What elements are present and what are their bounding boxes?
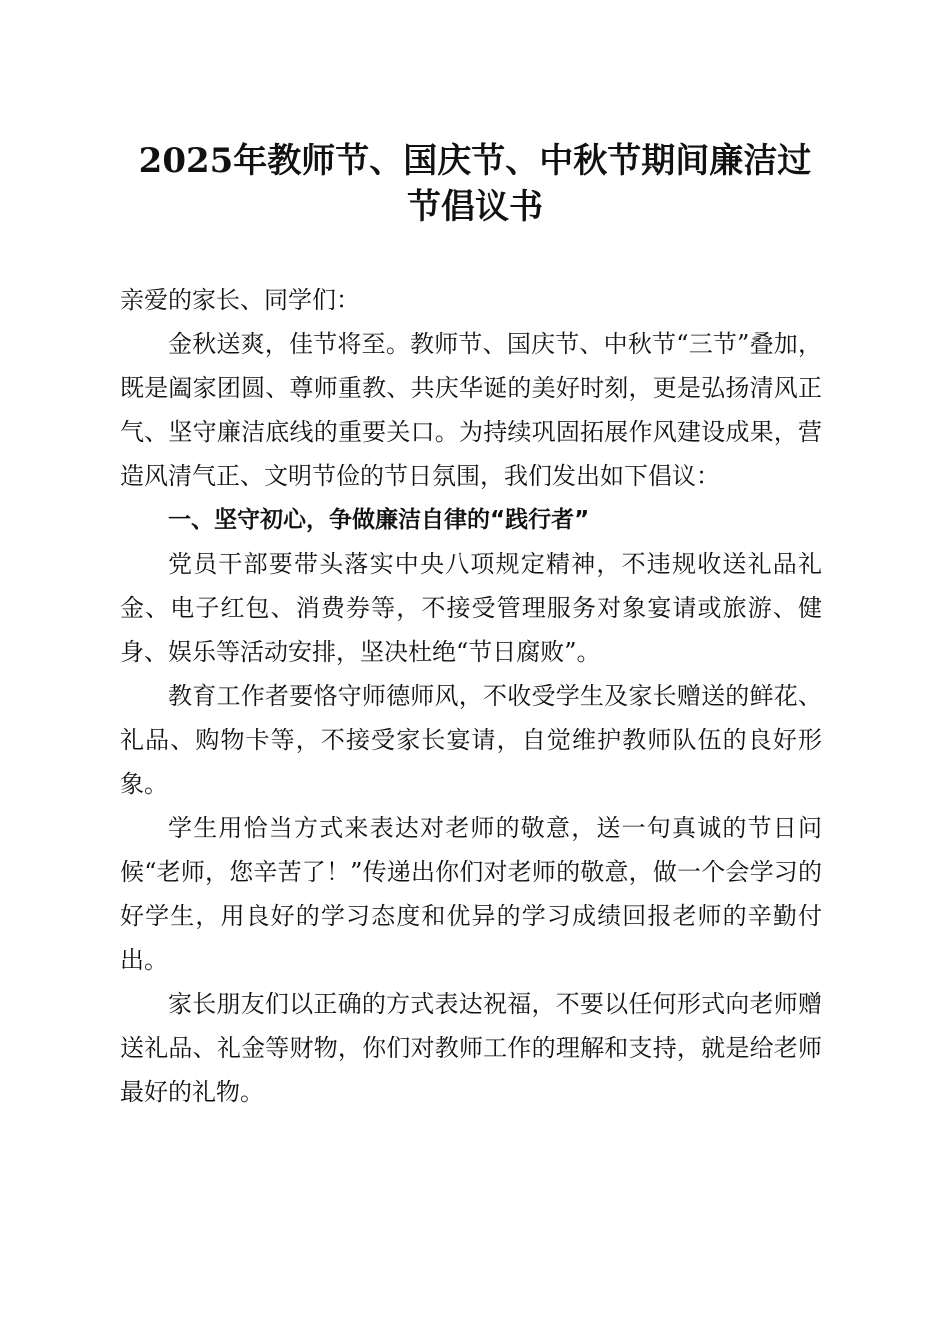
salutation: 亲爱的家长、同学们： xyxy=(120,286,360,314)
document-title-line-1: 2025年教师节、国庆节、中秋节期间廉洁过 xyxy=(138,141,812,181)
section-heading-1: 一、坚守初心，争做廉洁自律的“践行者” xyxy=(168,507,590,533)
paragraph-educators: 教育工作者要恪守师德师风，不收受学生及家长赠送的鲜花、礼品、购物卡等，不接受家长宴请，自觉维护教师队伍的良好形象。 xyxy=(120,682,822,798)
document-title-line-2: 节倡议书 xyxy=(407,187,543,227)
paragraph-parents: 家长朋友们以正确的方式表达祝福，不要以任何形式向老师赠送礼品、礼金等财物，你们对教师工作的理解和支持，就是给老师最好的礼物。 xyxy=(120,990,822,1106)
paragraph-students: 学生用恰当方式来表达对老师的敬意，送一句真诚的节日问候“老师，您辛苦了！”传递出你们对老师的敬意，做一个会学习的好学生，用良好的学习态度和优异的学习成绩回报老师的辛勤付出。 xyxy=(120,814,822,974)
document-body xyxy=(120,278,822,1114)
paragraph-intro: 金秋送爽，佳节将至。教师节、国庆节、中秋节“三节”叠加，既是阖家团圆、尊师重教、共庆华诞的美好时刻，更是弘扬清风正气、坚守廉洁底线的重要关口。为持续巩固拓展作风建设成果，营造风清气正、文明节俭的节日氛围，我们发出如下倡议： xyxy=(120,330,822,490)
paragraph-party-cadres: 党员干部要带头落实中央八项规定精神，不违规收送礼品礼金、电子红包、消费券等，不接受管理服务对象宴请或旅游、健身、娱乐等活动安排，坚决杜绝“节日腐败”。 xyxy=(120,550,822,666)
